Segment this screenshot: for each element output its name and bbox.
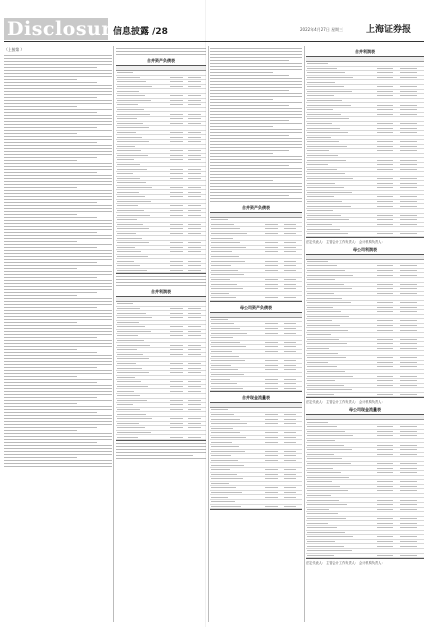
- text-line: [210, 99, 273, 100]
- text-line: [210, 129, 302, 130]
- text-line: [4, 376, 77, 377]
- text-line: [4, 58, 112, 59]
- text-line: [210, 123, 302, 124]
- text-line: [210, 51, 302, 52]
- text-line: [4, 283, 112, 284]
- financial-table: [306, 56, 424, 238]
- text-line: [4, 142, 97, 143]
- table-row: [210, 296, 302, 301]
- financial-table: [210, 212, 302, 302]
- text-line: [210, 108, 302, 109]
- signature-line: 法定代表人： 主管会计工作负责人： 会计机构负责人：: [306, 400, 385, 405]
- text-line: [210, 180, 273, 181]
- text-line: [4, 85, 112, 86]
- text-line: [4, 325, 112, 326]
- text-line: [4, 346, 112, 347]
- body-text: [116, 48, 206, 55]
- text-line: [4, 145, 112, 146]
- text-line: [4, 349, 77, 350]
- text-line: [4, 298, 112, 299]
- text-line: [4, 391, 112, 392]
- text-line: [210, 114, 302, 115]
- text-line: [4, 343, 112, 344]
- financial-table: [210, 312, 302, 393]
- text-line: [4, 157, 97, 158]
- text-line: [4, 160, 77, 161]
- text-line: [4, 181, 112, 182]
- text-line: [4, 367, 97, 368]
- text-line: [210, 54, 302, 55]
- text-line: [210, 165, 289, 166]
- text-line: [210, 69, 302, 70]
- table-title: 母公司利润表: [353, 246, 377, 252]
- table-row: [116, 269, 206, 274]
- text-line: [4, 73, 112, 74]
- text-line: [210, 84, 302, 85]
- continuation-heading: （上接第 ）: [4, 47, 25, 52]
- text-line: [4, 334, 112, 335]
- table-title: 合并利润表: [151, 289, 171, 295]
- dateline: 2022年4月27日 星期三: [300, 27, 344, 32]
- text-line: [4, 79, 77, 80]
- text-line: [210, 183, 302, 184]
- text-line: [4, 211, 112, 212]
- table-title: 母公司资产负债表: [240, 304, 272, 310]
- column-divider: [208, 46, 209, 622]
- text-line: [4, 442, 97, 443]
- text-line: [4, 127, 97, 128]
- text-line: [4, 259, 112, 260]
- financial-table: [306, 414, 424, 559]
- text-line: [210, 195, 289, 196]
- column-divider: [113, 46, 114, 622]
- text-line: [4, 217, 97, 218]
- body-text: [4, 55, 112, 467]
- table-row: [210, 387, 302, 392]
- table-title: 合并现金流量表: [242, 395, 270, 401]
- text-line: [4, 304, 112, 305]
- text-line: [4, 448, 112, 449]
- text-line: [4, 412, 97, 413]
- text-line: [4, 55, 112, 56]
- text-line: [4, 382, 97, 383]
- text-line: [116, 279, 206, 280]
- text-line: [4, 418, 112, 419]
- text-line: [4, 67, 97, 68]
- text-line: [4, 256, 112, 257]
- text-line: [210, 174, 302, 175]
- text-line: [4, 118, 112, 119]
- text-line: [210, 111, 302, 112]
- text-line: [4, 388, 112, 389]
- text-line: [4, 178, 112, 179]
- text-line: [210, 186, 302, 187]
- text-line: [4, 274, 112, 275]
- text-line: [4, 265, 112, 266]
- text-line: [4, 103, 112, 104]
- table-title: 合并资产负债表: [147, 58, 175, 63]
- signature-line: 法定代表人： 主管会计工作负责人： 会计机构负责人：: [306, 239, 385, 244]
- table-row: [210, 505, 302, 510]
- masthead: [0, 0, 428, 42]
- text-line: [4, 292, 97, 293]
- text-line: [4, 436, 112, 437]
- text-line: [4, 385, 112, 386]
- section-title: 信息披露 /28: [113, 27, 168, 37]
- body-text: [210, 48, 302, 202]
- text-line: [210, 105, 289, 106]
- text-line: [210, 177, 302, 178]
- text-line: [4, 433, 112, 434]
- table-column-4: [306, 46, 424, 622]
- text-line: [4, 175, 112, 176]
- text-line: [4, 406, 112, 407]
- text-line: [4, 106, 77, 107]
- text-line: [4, 415, 112, 416]
- text-line: [4, 94, 112, 95]
- text-line: [4, 319, 112, 320]
- body-text: [116, 276, 206, 286]
- text-line: [4, 289, 112, 290]
- column-divider: [304, 46, 305, 622]
- text-line: [210, 189, 302, 190]
- text-column-1: [4, 46, 112, 622]
- text-line: [210, 93, 302, 94]
- text-line: [4, 466, 112, 467]
- text-line: [4, 445, 112, 446]
- text-line: [4, 307, 97, 308]
- text-line: [4, 91, 112, 92]
- text-line: [4, 424, 112, 425]
- text-line: [210, 150, 289, 151]
- text-line: [4, 430, 77, 431]
- text-column-2: [116, 46, 206, 622]
- text-line: [4, 409, 112, 410]
- text-line: [4, 277, 97, 278]
- text-line: [210, 153, 273, 154]
- text-line: [4, 109, 112, 110]
- text-line: [4, 205, 112, 206]
- text-line: [210, 87, 302, 88]
- text-line: [4, 451, 112, 452]
- text-line: [4, 352, 97, 353]
- text-line: [4, 226, 112, 227]
- text-line: [4, 463, 112, 464]
- text-line: [210, 60, 289, 61]
- text-line: [4, 397, 97, 398]
- text-line: [4, 253, 112, 254]
- table-row: [306, 232, 424, 237]
- text-line: [210, 147, 302, 148]
- signature-line: 法定代表人： 主管会计工作负责人： 会计机构负责人：: [306, 561, 385, 566]
- text-line: [4, 184, 112, 185]
- text-line: [4, 220, 112, 221]
- text-line: [4, 82, 97, 83]
- text-line: [4, 115, 112, 116]
- text-line: [210, 48, 302, 49]
- table-title: 母公司现金流量表: [349, 407, 381, 413]
- text-line: [4, 190, 112, 191]
- text-line: [210, 75, 289, 76]
- text-line: [4, 121, 112, 122]
- text-line: [4, 163, 112, 164]
- text-line: [4, 364, 112, 365]
- text-line: [4, 208, 112, 209]
- text-line: [210, 144, 302, 145]
- text-line: [4, 427, 97, 428]
- text-line: [4, 358, 112, 359]
- text-line: [4, 331, 112, 332]
- text-line: [4, 379, 112, 380]
- table-title: 合并资产负债表: [242, 205, 270, 210]
- paper-name: 上海证券报: [366, 25, 412, 35]
- text-line: [4, 235, 112, 236]
- text-line: [4, 370, 112, 371]
- table-row: [306, 554, 424, 559]
- text-line: [210, 132, 302, 133]
- text-line: [4, 187, 77, 188]
- text-line: [4, 154, 112, 155]
- text-line: [210, 126, 273, 127]
- text-line: [210, 66, 302, 67]
- text-line: [4, 151, 112, 152]
- text-line: [4, 241, 77, 242]
- text-line: [4, 139, 112, 140]
- text-line: [4, 148, 112, 149]
- text-line: [210, 72, 273, 73]
- text-line: [4, 169, 112, 170]
- text-line: [4, 250, 112, 251]
- text-line: [4, 394, 112, 395]
- text-line: [210, 57, 302, 58]
- text-line: [4, 271, 112, 272]
- financial-table: [116, 65, 206, 274]
- text-line: [4, 130, 112, 131]
- text-line: [4, 199, 112, 200]
- text-line: [4, 76, 112, 77]
- text-line: [4, 262, 97, 263]
- text-line: [4, 232, 97, 233]
- text-line: [4, 214, 77, 215]
- financial-table: [210, 402, 302, 510]
- text-line: [4, 301, 112, 302]
- text-line: [4, 421, 112, 422]
- table-row: [116, 435, 206, 440]
- page-fold: [205, 0, 206, 627]
- text-line: [210, 135, 289, 136]
- text-line: [210, 141, 302, 142]
- text-line: [4, 202, 97, 203]
- text-line: [210, 168, 302, 169]
- text-line: [116, 443, 206, 444]
- text-line: [4, 124, 112, 125]
- text-line: [4, 316, 112, 317]
- text-line: [4, 280, 112, 281]
- text-line: [4, 166, 112, 167]
- text-line: [4, 355, 112, 356]
- text-line: [116, 51, 206, 52]
- text-line: [210, 171, 302, 172]
- text-line: [116, 285, 206, 286]
- text-line: [4, 112, 97, 113]
- financial-table: [306, 254, 424, 399]
- financial-table: [116, 296, 206, 441]
- table-title: 合并利润表: [355, 49, 375, 54]
- text-line: [4, 172, 97, 173]
- text-line: [210, 90, 289, 91]
- text-line: [116, 48, 206, 49]
- text-line: [4, 337, 97, 338]
- brand-logo: Disclosure: [4, 18, 108, 40]
- text-line: [4, 133, 77, 134]
- text-line: [4, 310, 112, 311]
- text-line: [210, 120, 289, 121]
- text-line: [116, 458, 206, 459]
- text-line: [210, 192, 302, 193]
- text-line: [210, 63, 302, 64]
- text-line: [210, 201, 302, 202]
- text-line: [210, 81, 302, 82]
- text-line: [4, 196, 112, 197]
- text-line: [210, 162, 302, 163]
- text-line: [4, 328, 112, 329]
- text-line: [4, 403, 77, 404]
- text-line: [4, 313, 112, 314]
- text-line: [4, 97, 97, 98]
- masthead-rule: [4, 41, 424, 42]
- text-line: [4, 244, 112, 245]
- text-line: [116, 54, 206, 55]
- text-line: [4, 322, 77, 323]
- text-line: [210, 102, 302, 103]
- text-line: [4, 268, 77, 269]
- text-line: [116, 452, 206, 453]
- text-line: [4, 64, 112, 65]
- text-line: [4, 400, 112, 401]
- text-line: [4, 340, 112, 341]
- text-line: [4, 361, 112, 362]
- text-line: [4, 439, 112, 440]
- text-line: [116, 282, 206, 283]
- text-line: [116, 276, 206, 277]
- text-line: [4, 238, 112, 239]
- text-line: [116, 449, 206, 450]
- text-line: [116, 455, 193, 456]
- text-line: [4, 100, 112, 101]
- text-line: [4, 88, 112, 89]
- text-line: [210, 96, 302, 97]
- text-line: [4, 229, 112, 230]
- text-line: [4, 136, 112, 137]
- text-line: [210, 198, 302, 199]
- text-line: [116, 446, 206, 447]
- text-line: [4, 61, 112, 62]
- text-line: [4, 247, 97, 248]
- text-line: [4, 295, 77, 296]
- table-row: [306, 393, 424, 398]
- text-line: [210, 117, 302, 118]
- text-line: [4, 373, 112, 374]
- text-line: [4, 193, 112, 194]
- text-line: [4, 460, 112, 461]
- text-line: [210, 138, 302, 139]
- body-text: [116, 443, 206, 459]
- text-line: [4, 223, 112, 224]
- text-line: [4, 457, 77, 458]
- text-line: [210, 78, 302, 79]
- text-column-3: [210, 46, 302, 622]
- text-line: [4, 454, 112, 455]
- text-line: [210, 159, 302, 160]
- text-line: [4, 70, 112, 71]
- text-line: [210, 156, 302, 157]
- text-line: [4, 286, 112, 287]
